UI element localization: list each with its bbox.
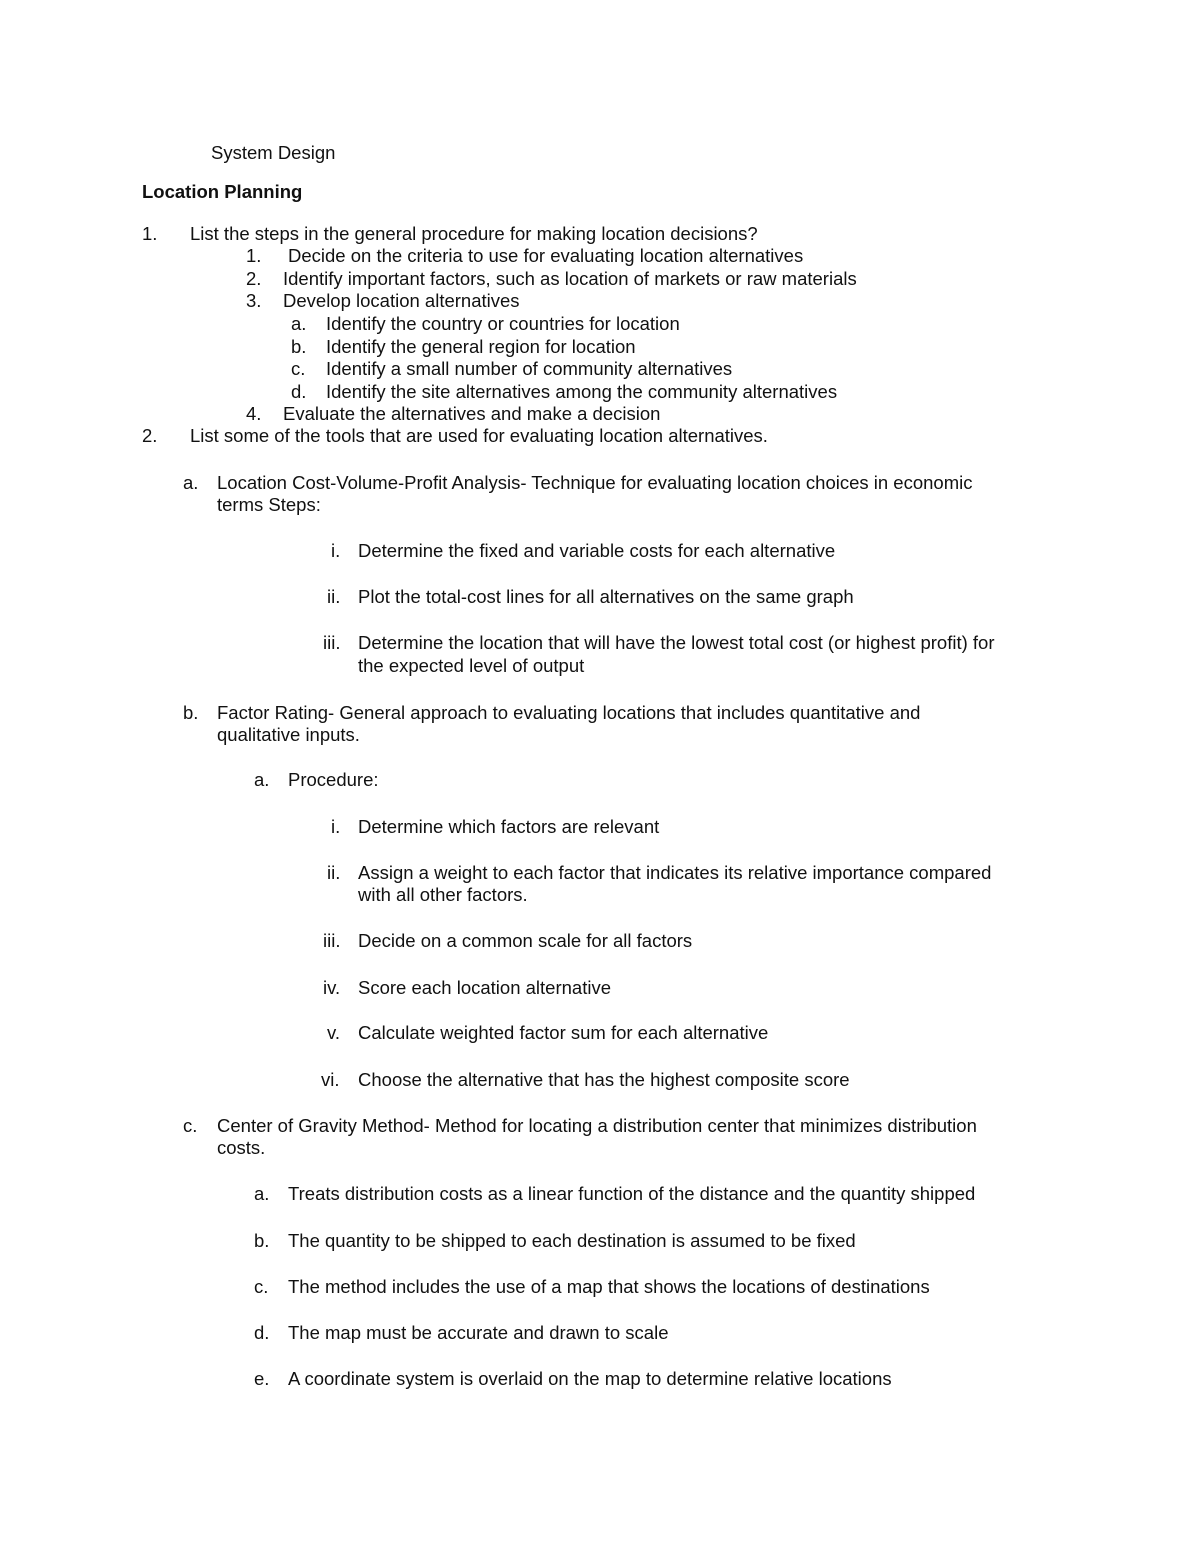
question-number: 1.	[142, 223, 158, 244]
step-text: Evaluate the alternatives and make a decision	[283, 403, 661, 424]
tool-text-continued: terms Steps:	[217, 494, 321, 515]
point-letter: d.	[254, 1322, 270, 1343]
tool-letter: b.	[183, 702, 199, 723]
point-letter: e.	[254, 1368, 270, 1389]
step-text: Develop location alternatives	[283, 290, 520, 311]
substep-text: Identify the country or countries for location	[326, 313, 680, 334]
roman-numeral: i.	[331, 816, 341, 837]
step-text: Identify important factors, such as location of markets or raw materials	[283, 268, 857, 289]
substep-text: Identify the general region for location	[326, 336, 636, 357]
step-number: 3.	[246, 290, 262, 311]
roman-numeral: ii.	[327, 862, 341, 883]
tool-step-text: Determine which factors are relevant	[358, 816, 660, 837]
tool-step-text-continued: with all other factors.	[358, 884, 528, 905]
point-text: A coordinate system is overlaid on the map to determine relative locations	[288, 1368, 892, 1389]
roman-numeral: vi.	[321, 1069, 340, 1090]
roman-numeral: iii.	[323, 632, 341, 653]
tool-step-text: Determine the fixed and variable costs for each alternative	[358, 540, 836, 561]
step-number: 4.	[246, 403, 262, 424]
question-number: 2.	[142, 425, 158, 446]
point-letter: a.	[254, 1183, 270, 1204]
substep-letter: b.	[291, 336, 307, 357]
point-letter: c.	[254, 1276, 269, 1297]
point-letter: b.	[254, 1230, 270, 1251]
tool-text-continued: costs.	[217, 1137, 266, 1158]
tool-step-text: Assign a weight to each factor that indicates its relative importance compared	[358, 862, 992, 883]
point-text: The method includes the use of a map that shows the locations of destinations	[288, 1276, 930, 1297]
substep-letter: a.	[291, 313, 307, 334]
question-text: List the steps in the general procedure for making location decisions?	[190, 223, 758, 244]
step-text: Decide on the criteria to use for evaluating location alternatives	[288, 245, 804, 266]
point-text: The quantity to be shipped to each destination is assumed to be fixed	[288, 1230, 856, 1251]
question-text: List some of the tools that are used for evaluating location alternatives.	[190, 425, 768, 446]
roman-numeral: ii.	[327, 586, 341, 607]
roman-numeral: iv.	[323, 977, 341, 998]
procedure-letter: a.	[254, 769, 270, 790]
step-number: 1.	[246, 245, 262, 266]
tool-letter: a.	[183, 472, 199, 493]
substep-text: Identify a small number of community alternatives	[326, 358, 733, 379]
point-text: Treats distribution costs as a linear function of the distance and the quantity shipped	[288, 1183, 976, 1204]
roman-numeral: v.	[327, 1022, 341, 1043]
substep-text: Identify the site alternatives among the community alternatives	[326, 381, 838, 402]
procedure-label: Procedure:	[288, 769, 379, 790]
tool-text: Factor Rating- General approach to evaluating locations that includes quantitative and	[217, 702, 921, 723]
roman-numeral: i.	[331, 540, 341, 561]
tool-step-text: Choose the alternative that has the highest composite score	[358, 1069, 850, 1090]
tool-text: Location Cost-Volume-Profit Analysis- Technique for evaluating location choices in economic	[217, 472, 973, 493]
tool-text: Center of Gravity Method- Method for locating a distribution center that minimizes distribution	[217, 1115, 977, 1136]
tool-step-text: Decide on a common scale for all factors	[358, 930, 693, 951]
substep-letter: d.	[291, 381, 307, 402]
tool-step-text: Determine the location that will have the lowest total cost (or highest profit) for	[358, 632, 995, 653]
tool-text-continued: qualitative inputs.	[217, 724, 360, 745]
course-title: System Design	[211, 142, 336, 163]
tool-step-text: Score each location alternative	[358, 977, 611, 998]
tool-step-text-continued: the expected level of output	[358, 655, 585, 676]
substep-letter: c.	[291, 358, 306, 379]
section-title: Location Planning	[142, 181, 303, 202]
step-number: 2.	[246, 268, 262, 289]
roman-numeral: iii.	[323, 930, 341, 951]
point-text: The map must be accurate and drawn to scale	[288, 1322, 669, 1343]
tool-step-text: Calculate weighted factor sum for each alternative	[358, 1022, 769, 1043]
tool-letter: c.	[183, 1115, 198, 1136]
tool-step-text: Plot the total-cost lines for all alternatives on the same graph	[358, 586, 854, 607]
